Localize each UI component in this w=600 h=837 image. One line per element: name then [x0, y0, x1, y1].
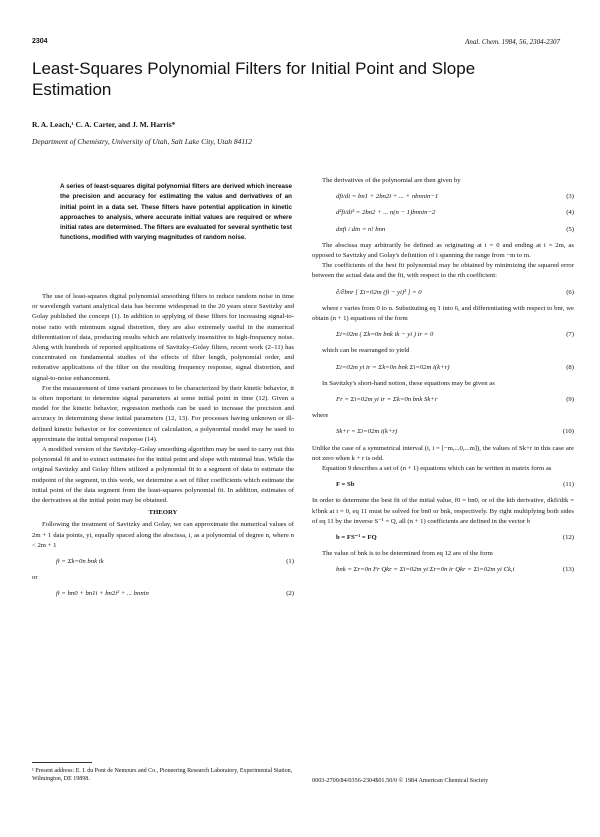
- paragraph: For the measurement of time variant processes to be characterized by their kinetic behavior, it is often important to determine signal parameters at some initial point in time (12). Given a model for the kinetic behavior, regression methods can be used to increase the precision and accuracy in determining these initial parameters (12, 13). For processes having unknown or ill-defined kinetic behavior or for convenience of calculation, a polynomial model may be used to approximate the initial temporal response (14).: [32, 384, 294, 443]
- paragraph: Following the treatment of Savitzky and Golay, we can approximate the numerical values of 2m + 1 data points, yi, equally spaced along the abscissa, i, as a polynomial of degree n, where n < 2m + 1: [32, 521, 294, 549]
- equation-expression: ∂/∂bnr [ Σi=02m (fi − yi)² ] = 0: [336, 288, 422, 296]
- equation-number: (3): [566, 193, 574, 201]
- paragraph: which can be rearranged to yield: [322, 347, 410, 355]
- equation-7: [312, 330, 574, 340]
- equation-expression: fi = Σk=0n bnk ik: [56, 558, 104, 566]
- paragraph: In order to determine the best fit of the initial value, f0 = bn0, or of the kth derivative, dkfi/dik = k!bnk at i = 0, eq 11 must be solved for bn0 or bnk, respectively. By right multiplying both sides of eq 11 by the inverse S⁻¹ = Q, all (n + 1) coefficients are defined in the vector b: [312, 497, 574, 525]
- paragraph: The derivatives of the polynomial are then given by: [322, 177, 461, 184]
- paragraph: A modified version of the Savitzky–Golay smoothing algorithm may be used to carry out this polynomial fit and to extract estimates for the initial point and slope with minimal bias. While the original Savitzky and Golay filters utilized a polynomial fit to a segment of data to estimate the midpoint of the segment, in this work, we determine a set of filter coefficients which estimate the initial point of the data segment from the least-squares polynomial fit. In addition, estimates of the derivatives at the initial point may be obtained.: [32, 446, 294, 505]
- equation-expression: Σi=02m ( Σk=0n bnk ik − yi ) ir = 0: [336, 331, 434, 339]
- equation-5: [312, 225, 574, 235]
- equation-expression: bnk = Σr=0n Fr Qkr = Σi=02m yi Σr=0n ir Qkr = Σi=02m yi Ck,i: [336, 566, 515, 574]
- equation-number: (10): [562, 428, 574, 436]
- equation-11: [312, 480, 574, 490]
- equation-12: [312, 533, 574, 543]
- equation-number: (4): [566, 209, 574, 217]
- equation-number: (6): [566, 288, 574, 296]
- equation-8: [312, 363, 574, 373]
- paragraph: The coefficients of the best fit polynomial may be obtained by minimizing the squared error between the actual data and the fit, with respect to the rth coefficient:: [312, 262, 574, 280]
- equation-expression: F = Sb: [336, 481, 355, 489]
- equation-6: [312, 288, 574, 298]
- equation-expression: dfi/di = bn1 + 2bn2i + ... + nbnnin−1: [336, 193, 439, 201]
- paragraph: Unlike the case of a symmetrical interval (i, i = [−m,...0,...m]), the values of Sk+r in this case are not zero when k + r is odd.: [312, 444, 574, 462]
- equation-expression: d²fi/di² = 2bn2 + ... n(n − 1)bnnin−2: [336, 209, 436, 217]
- paragraph: In Savitzky's short-hand notion, these equations may be given as: [322, 379, 495, 387]
- paragraph: The value of bnk is to be determined from eq 12 are of the form: [322, 550, 493, 558]
- section-heading-theory: THEORY: [148, 509, 178, 517]
- equation-number: (1): [286, 558, 294, 566]
- equation-expression: b = FS⁻¹ = FQ: [336, 534, 377, 542]
- journal-citation: Anal. Chem. 1984, 56, 2304-2307: [465, 38, 560, 46]
- equation-3: [312, 192, 574, 202]
- paragraph: where r varies from 0 to n. Substituting eq 1 into 6, and differentiating with respect to bnr, we obtain (n + 1) equations of the form: [312, 304, 574, 323]
- equation-expression: dnfi / din = n! bnn: [336, 225, 386, 233]
- paragraph: The abscissa may arbitrarily be defined as originating at i = 0 and ending at i = 2m, as opposed to Savitzky and Golay's definition of i spanning the range from −m to m.: [312, 241, 574, 260]
- equation-2: [32, 589, 294, 599]
- copyright-line: 0003-2700/84/0356-2304$01.50/0 © 1984 American Chemical Society: [312, 777, 489, 784]
- equation-number: (11): [563, 481, 574, 489]
- footnote-rule: [32, 762, 92, 763]
- paragraph: The use of least-squares digital polynomial smoothing filters to reduce random noise in time or wavelength variant analytical data has become widespread in the 20 years since Savitzky and Golay published the concept (1). In addition to applying of these filters for increasing signal-to-noise ratio with minimum signal distortion, they are also extremely useful in the numerical differentiation of data, producing results which are relatively insensitive to high-frequency noise. Along with hundreds of reported applications of Savitzky–Golay filters, recent work (2–11) has concentrated on fundamental studies of the effects of filter length, polynomial order, and reiterative applications of the filter on the resulting frequency response, signal distortion, and signal-to-noise enhancement.: [32, 293, 294, 382]
- left-column: [32, 292, 294, 606]
- footnote: ¹ Present address: E. I. du Pont de Nemours and Co., Pioneering Research Laboratory, Experimental Station, Wilmington, DE 19898.: [32, 768, 293, 782]
- equation-1: [32, 557, 294, 567]
- equation-expression: fi = bn0 + bn1i + bn2i² + ... bnnin: [56, 590, 149, 598]
- equation-number: (2): [286, 590, 294, 598]
- affiliation: Department of Chemistry, University of Utah, Salt Lake City, Utah 84112: [32, 137, 253, 146]
- page-number: 2304: [32, 38, 48, 45]
- equation-13: [312, 565, 574, 575]
- equation-4: [312, 208, 574, 218]
- equation-expression: Σi=02m yi ir = Σk=0n bnk Σi=02m i(k+r): [336, 363, 450, 371]
- equation-number: (7): [566, 331, 574, 339]
- connector-text: or: [32, 574, 38, 582]
- article-title: Least-Squares Polynomial Filters for Initial Point and Slope Estimation: [32, 59, 476, 99]
- equation-number: (13): [562, 566, 574, 574]
- equation-expression: Fr = Σi=02m yi ir = Σk=0n bnk Sk+r: [336, 396, 438, 404]
- equation-number: (5): [566, 225, 574, 233]
- equation-number: (12): [562, 534, 574, 542]
- equation-number: (8): [566, 363, 574, 371]
- author-list: R. A. Leach,¹ C. A. Carter, and J. M. Harris*: [32, 120, 176, 129]
- equation-expression: Sk+r = Σi=02m i(k+r): [336, 428, 398, 436]
- abstract: A series of least-squares digital polynomial filters are derived which increase the precision and accuracy for estimating the value and derivatives of an initial point in a data set. These filters have potential application in kinetic approaches to analysis, where accurate initial values are required or where initial rates are determined. The filters are evaluated for several synthetic test functions, modified with varying magnitudes of random noise.: [60, 183, 292, 242]
- equation-10: [312, 427, 574, 437]
- paragraph: Equation 9 describes a set of (n + 1) equations which can be written in matrix form as: [322, 465, 552, 473]
- right-column: [312, 176, 574, 582]
- paragraph: where: [312, 412, 329, 420]
- equation-9: [312, 395, 574, 405]
- equation-number: (9): [566, 396, 574, 404]
